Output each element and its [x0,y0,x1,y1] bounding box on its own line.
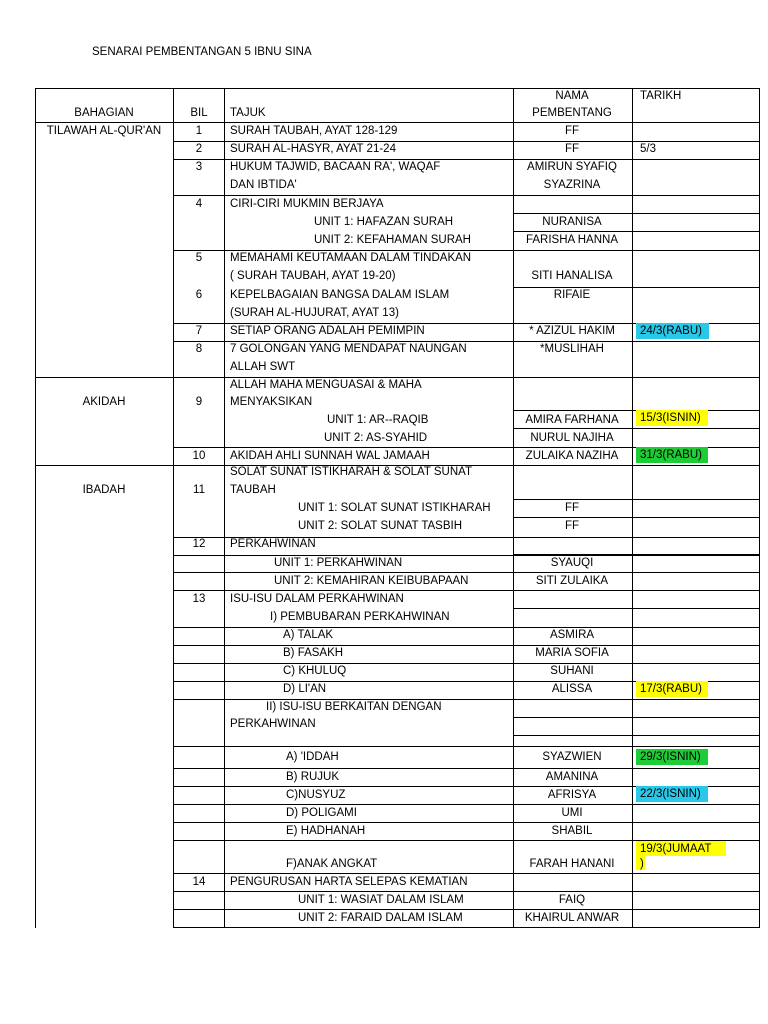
presenter-name: KHAIRUL ANWAR [524,912,620,924]
row-number: 10 [192,450,206,462]
presenter-name: SYAZWIEN [542,751,602,763]
topic-text: D) LI'AN [283,683,327,695]
table-rule [632,88,633,928]
topic-text: ISU-ISU DALAM PERKAHWINAN [230,593,404,605]
presenter-name: FARAH HANANI [529,858,615,870]
topic-text: C)NUSYUZ [286,789,346,801]
presenter-name: FAIQ [558,894,586,906]
topic-text: SURAH TAUBAH, AYAT 128-129 [230,125,398,137]
topic-text: II) ISU-ISU BERKAITAN DENGAN [266,701,442,713]
topic-text: PERKAHWINAN [230,538,316,550]
topic-text: SURAH AL-HASYR, AYAT 21-24 [230,143,396,155]
row-number: 2 [195,143,203,155]
topic-text: (SURAH AL-HUJURAT, AYAT 13) [230,307,399,319]
topic-text: D) POLIGAMI [286,807,357,819]
table-rule [173,663,760,664]
date-text: ) [640,858,644,870]
topic-text: B) FASAKH [283,647,344,659]
row-number: 14 [192,876,206,888]
document-title: SENARAI PEMBENTANGAN 5 IBNU SINA [92,46,312,58]
header-nama: NAMA [555,90,589,102]
table-rule [513,608,760,609]
date-text: 19/3(JUMAAT [640,843,712,855]
row-number: 9 [195,396,203,408]
presenter-name: AFRISYA [547,789,597,801]
topic-text: KEPELBAGAIAN BANGSA DALAM ISLAM [230,289,450,301]
table-rule [513,735,760,736]
presenter-name: *MUSLIHAH [540,343,604,355]
table-rule [513,213,760,214]
table-rule [224,88,225,928]
topic-text: UNIT 2: KEFAHAMAN SURAH [314,234,471,246]
presenter-name: MARIA SOFIA [535,647,609,659]
presenter-name: ZULAIKA NAZIHA [525,450,619,462]
presenter-name: FF [564,502,580,514]
table-rule [173,822,760,823]
table-rule [173,746,760,747]
presenter-name: SITI HANALISA [531,270,613,282]
table-rule [759,88,760,928]
topic-text: UNIT 2: SOLAT SUNAT TASBIH [298,520,463,532]
presenter-name: SYAZRINA [543,179,601,191]
topic-text: F)ANAK ANGKAT [286,858,378,870]
topic-text: 7 GOLONGAN YANG MENDAPAT NAUNGAN [230,343,467,355]
topic-text: C) KHULUQ [283,665,347,677]
presenter-name: SYAUQI [550,557,594,569]
table-rule [173,891,760,892]
table-rule [173,645,760,646]
table-rule [173,195,760,196]
topic-text: TAUBAH [230,484,276,496]
presenter-name: UMI [561,807,583,819]
presenter-name: SITI ZULAIKA [535,575,609,587]
row-number: 3 [195,161,203,173]
date-text: 29/3(ISNIN) [640,751,701,763]
section-label: IBADAH [82,484,126,496]
section-label: AKIDAH [82,396,126,408]
topic-text: HUKUM TAJWID, BACAAN RA', WAQAF [230,161,441,173]
presenter-name: FARISHA HANNA [525,234,619,246]
row-number: 5 [195,252,203,264]
topic-text: UNIT 1: SOLAT SUNAT ISTIKHARAH [298,502,491,514]
section-label: TILAWAH AL-QUR'AN [46,125,162,137]
table-rule [173,590,760,591]
presenter-name: AMIRUN SYAFIQ [527,161,617,173]
topic-text: SETIAP ORANG ADALAH PEMIMPIN [230,325,425,337]
table-rule [513,287,760,288]
row-number: 11 [193,484,205,496]
topic-text: ALLAH SWT [230,361,296,373]
presenter-name: RIFAIE [553,289,591,301]
row-number: 4 [195,198,203,210]
row-number: 8 [195,343,203,355]
topic-text: E) HADHANAH [286,825,366,837]
topic-text: UNIT 1: AR--RAQIB [327,414,429,426]
header-bil: BIL [190,107,208,119]
table-rule [513,554,760,555]
table-rule [173,555,760,556]
date-text: 5/3 [640,143,656,155]
header-tarikh: TARIKH [640,90,682,102]
table-rule [173,909,760,910]
topic-text: UNIT 1: HAFAZAN SURAH [314,216,454,228]
topic-text: PERKAHWINAN [230,718,316,730]
date-text: 31/3(RABU) [640,449,702,461]
topic-text: UNIT 2: AS-SYAHID [324,432,428,444]
table-rule [35,88,36,928]
table-rule [173,699,760,700]
table-rule [173,627,760,628]
table-rule [173,88,174,928]
presenter-name: NURANISA [542,216,602,228]
presenter-name: AMIRA FARHANA [525,414,619,426]
row-number: 12 [192,538,206,550]
date-text: 22/3(ISNIN) [640,788,701,800]
topic-text: MENYAKSIKAN [230,396,313,408]
presenter-name: NURUL NAJIHA [530,432,614,444]
topic-text: ( SURAH TAUBAH, AYAT 19-20) [230,270,396,282]
header-tajuk: TAJUK [230,107,266,119]
topic-text: ALLAH MAHA MENGUASAI & MAHA [230,379,422,391]
topic-text: I) PEMBUBARAN PERKAHWINAN [270,611,450,623]
topic-text: B) RUJUK [286,771,340,783]
topic-text: CIRI-CIRI MUKMIN BERJAYA [230,198,384,210]
presenter-name: SUHANI [550,665,594,677]
topic-text: UNIT 2: KEMAHIRAN KEIBUBAPAAN [274,575,469,587]
header-pembentang: PEMBENTANG [532,107,612,119]
table-rule [513,717,760,718]
topic-text: A) 'IDDAH [286,751,339,763]
topic-text: PENGURUSAN HARTA SELEPAS KEMATIAN [230,876,468,888]
row-number: 7 [195,325,203,337]
table-rule [173,804,760,805]
topic-text: UNIT 1: WASIAT DALAM ISLAM [298,894,464,906]
date-text: 15/3(ISNIN) [640,412,701,424]
row-number: 6 [195,289,203,301]
presenter-name: ASMIRA [549,629,595,641]
topic-text: DAN IBTIDA' [230,179,297,191]
table-rule [173,927,760,928]
table-rule [173,572,760,573]
table-rule [513,499,760,500]
table-rule [173,873,760,874]
header-bahagian: BAHAGIAN [74,107,134,119]
table-rule [35,122,760,123]
topic-text: UNIT 2: FARAID DALAM ISLAM [298,912,463,924]
topic-text: MEMAHAMI KEUTAMAAN DALAM TINDAKAN [230,252,472,264]
date-text: 17/3(RABU) [640,683,702,695]
table-rule [513,231,760,232]
presenter-name: * AZIZUL HAKIM [529,325,615,337]
presenter-name: FF [564,125,580,137]
presenter-name: FF [564,520,580,532]
row-number: 13 [192,593,206,605]
presenter-name: AMANINA [545,771,599,783]
topic-text: SOLAT SUNAT ISTIKHARAH & SOLAT SUNAT [230,466,472,478]
table-rule [513,517,760,518]
topic-text: AKIDAH AHLI SUNNAH WAL JAMAAH [230,450,430,462]
row-number: 1 [195,125,203,137]
table-rule [513,88,514,928]
table-rule [173,768,760,769]
topic-text: UNIT 1: PERKAHWINAN [274,557,403,569]
topic-text: A) TALAK [283,629,334,641]
date-text: 24/3(RABU) [640,325,702,337]
presenter-name: SHABIL [551,825,593,837]
presenter-name: FF [564,143,580,155]
table-rule [513,428,760,429]
presenter-name: ALISSA [551,683,593,695]
